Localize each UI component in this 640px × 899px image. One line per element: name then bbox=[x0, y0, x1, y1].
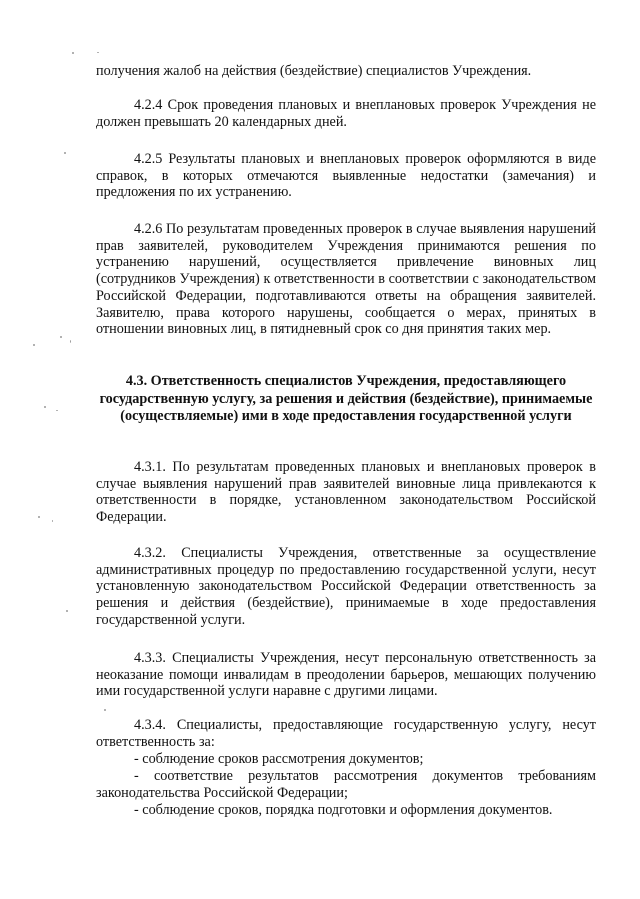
list-item: - соблюдение сроков рассмотрения документов; bbox=[134, 751, 424, 767]
scan-speck bbox=[104, 709, 106, 711]
scan-speck bbox=[44, 406, 46, 408]
paragraph-4-3-1: 4.3.1. По результатам проведенных плановых и внеплановых проверок в случае выявления нарушений прав заявителей виновные лица привлекаются к ответственности в порядке, установленном законодательством Российской Федерации. bbox=[96, 459, 596, 526]
paragraph-4-3-4: 4.3.4. Специалисты, предоставляющие государственную услугу, несут ответственность за: bbox=[96, 717, 596, 750]
scan-speck bbox=[60, 336, 62, 338]
section-heading-4-3: 4.3. Ответственность специалистов Учреждения, предоставляющего государственную услугу, за решения и действия (бездействие), принимаемые (осуществляемые) ими в ходе предоставления государственной услуги bbox=[99, 373, 593, 425]
paragraph-4-2-5: 4.2.5 Результаты плановых и внеплановых проверок оформляются в виде справок, в которых отмечаются выявленные недостатки (замечания) и предложения по их устранению. bbox=[96, 151, 596, 201]
paragraph-4-3-3: 4.3.3. Специалисты Учреждения, несут персональную ответственность за неоказание помощи инвалидам в преодолении барьеров, мешающих получению ими государственной услуги наравне с другими лицами. bbox=[96, 650, 596, 700]
continuation-paragraph: получения жалоб на действия (бездействие) специалистов Учреждения. bbox=[96, 63, 532, 79]
scan-speck bbox=[66, 610, 68, 612]
paragraph-4-2-4: 4.2.4 Срок проведения плановых и внеплановых проверок Учреждения не должен превышать 20 календарных дней. bbox=[96, 97, 596, 130]
scan-speck bbox=[64, 152, 66, 154]
scan-speck bbox=[70, 340, 71, 343]
scan-speck bbox=[72, 52, 74, 54]
list-item: - соблюдение сроков, порядка подготовки и оформления документов. bbox=[134, 802, 553, 818]
scan-speck bbox=[97, 52, 99, 53]
scan-speck bbox=[56, 410, 58, 411]
list-item: - соответствие результатов рассмотрения документов требованиям законодательства Российской Федерации; bbox=[96, 768, 596, 801]
scan-speck bbox=[52, 520, 53, 522]
paragraph-4-3-2: 4.3.2. Специалисты Учреждения, ответственные за осуществление административных процедур по предоставлению государственной услуги, несут установленную законодательством Российской Федерации ответственность за решения и действия (бездействие), принимаемые в ходе предоставления государственной услуги. bbox=[96, 545, 596, 628]
scan-speck bbox=[33, 344, 35, 346]
paragraph-4-2-6: 4.2.6 По результатам проведенных проверок в случае выявления нарушений прав заявителей, руководителем Учреждения принимаются решения по устранению нарушений, осуществляется привлечение виновных лиц (сотрудников Учреждения) к ответственности в соответствии с законодательством Российской Федерации, подготавливаются ответы на обращения заявителей. Заявителю, права которого нарушены, сообщается о мерах, принятых в отношении виновных лиц, в пятидневный срок со дня принятия таких мер. bbox=[96, 221, 596, 338]
scan-speck bbox=[38, 516, 40, 518]
